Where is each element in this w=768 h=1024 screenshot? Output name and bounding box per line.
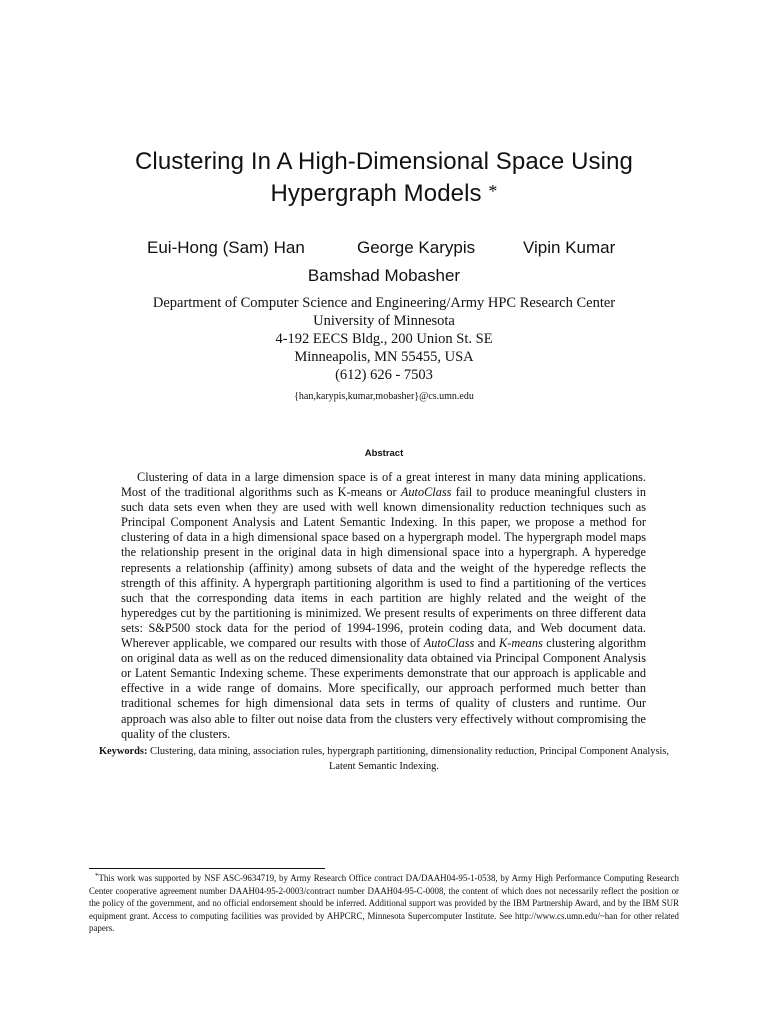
keywords-text: Clustering, data mining, association rules, hypergraph partitioning, dimensionality reduction, Principal Component Analysis, Latent Semantic Indexing.	[150, 746, 670, 772]
affiliation-city: Minneapolis, MN 55455, USA	[294, 349, 474, 365]
affiliation-department: Department of Computer Science and Engineering/Army HPC Research Center	[152, 295, 616, 311]
affiliation	[40, 294, 728, 384]
authors-row	[0, 236, 768, 260]
keywords-label: Keywords:	[98, 746, 148, 757]
author-name: Bamshad Mobasher	[307, 266, 461, 285]
abstract-text: fail to produce meaningful clusters in such data sets even when they are used with well known dimensionality reduction techniques such as Principal Component Analysis and Latent Semantic Indexing. In this paper, we propose a method for clustering of data in a high dimensional space based on a hypergraph model. The hypergraph model maps the relationship present in the original data in high dimensional space into a hypergraph. A hyperedge represents a relationship (affinity) among subsets of data and the weight of the hyperedge reflects the strength of this affinity. A hypergraph partitioning algorithm is used to find a partitioning of the vertices such that the corresponding data items in each partition are highly related and the weight of the hyperedges cut by the partitioning is minimized. We present results of experiments on three different data sets: S&P500 stock data for the period of 1994-1996, protein coding data, and Web document data. Wherever applicable, we compared our results with those of	[121, 485, 646, 651]
abstract-text: Clustering of data in a large dimension space is of a great interest in many data mining applications. Most of the traditional algorithms such as K-means or	[121, 470, 646, 500]
abstract-text: clustering algorithm on original data as well as on the reduced dimensionality data obtained via Principal Component Analysis or Latent Semantic Indexing scheme. These experiments demonstrate that our approach is applicable and effective in a wide range of domains. More specifically, our approach performed much better than traditional schemes for high dimensional data sets in terms of quality of clusters and runtime. Our approach was also able to filter out noise data from the clusters very effectively without compromising the quality of the clusters.	[121, 636, 647, 741]
abstract-term: AutoClass	[423, 636, 475, 651]
footnote-marker: *	[95, 872, 99, 880]
author-name: Vipin Kumar	[523, 238, 616, 257]
abstract-term: AutoClass	[400, 485, 452, 500]
footnote-text: This work was supported by NSF ASC-9634719, by Army Research Office contract DA/DAAH04-95-1-0538, by Army High Performance Computing Research Center cooperative agreement number DAAH04-95-2-0003/contract number DAAH04-95-C-0008, the content of which does not necessarily reflect the position or the policy of the government, and no official endorsement should be inferred. Additional support was provided by the IBM Partnership Award, and by the IBM SUR equipment grant. Access to computing facilities was provided by AHPCRC, Minnesota Supercomputer Institute. See http://www.cs.umn.edu/~han for other related papers.	[89, 873, 679, 933]
keywords	[96, 744, 672, 774]
title-line-2-text: Hypergraph Models	[270, 180, 482, 207]
title-footnote-marker: *	[488, 181, 498, 201]
title-line-1: Clustering In A High-Dimensional Space Using	[135, 148, 633, 175]
footnote-rule	[89, 868, 325, 869]
author-name: George Karypis	[357, 238, 476, 257]
author-email: {han,karypis,kumar,mobasher}@cs.umn.edu	[294, 391, 474, 402]
footnote	[89, 872, 679, 934]
abstract-text: and	[474, 636, 500, 651]
affiliation-phone: (612) 626 - 7503	[335, 367, 433, 383]
author-name: Eui-Hong (Sam) Han	[147, 238, 305, 257]
abstract-heading: Abstract	[364, 448, 404, 459]
abstract-term: K-means	[499, 636, 543, 651]
abstract-body	[121, 470, 646, 742]
paper-title	[40, 146, 728, 211]
affiliation-address: 4-192 EECS Bldg., 200 Union St. SE	[275, 331, 493, 347]
affiliation-university: University of Minnesota	[313, 313, 455, 329]
title-line-2	[40, 178, 728, 211]
